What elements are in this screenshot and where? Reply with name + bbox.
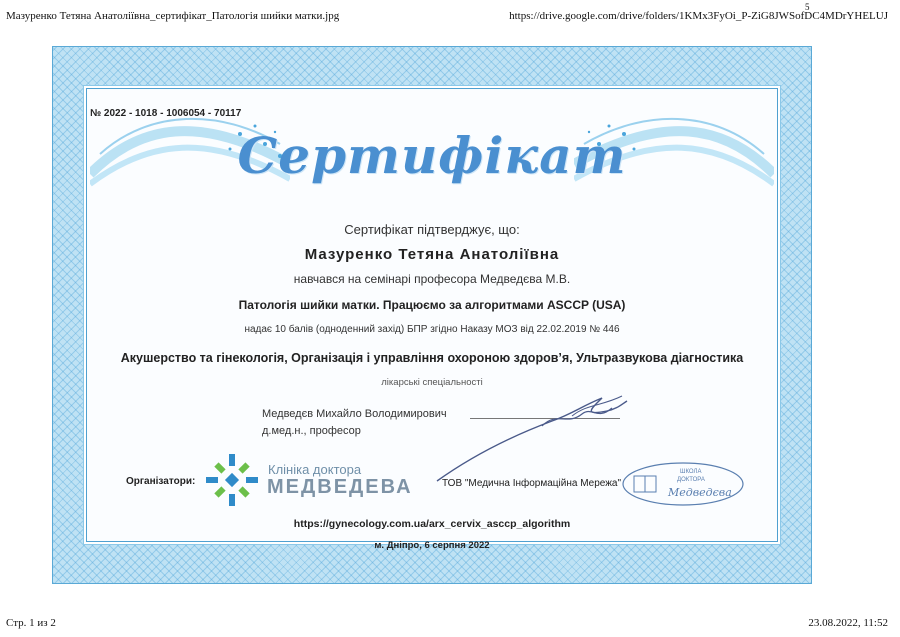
print-filename: Мазуренко Тетяна Анатоліївна_сертифікат_Патологія шийки матки.jpg [6,10,340,22]
svg-text:ДОКТОРА: ДОКТОРА [677,477,705,483]
clinic-name-line1: Клініка доктора [268,462,362,477]
points-text: надає 10 балів (одноденний захід) БПР згідно Наказу МОЗ від 22.02.2019 № 446 [244,324,620,335]
city-date: м. Дніпро, 6 серпня 2022 [374,540,490,551]
confirms-text: Сертифікат підтверджує, що: [344,222,520,237]
specialties-list: Акушерство та гінекологія, Організація і управління охороною здоров’я, Ультразвукова діагностика [120,351,744,365]
organizers-label: Організатори: [126,476,196,487]
svg-text:Медведєва: Медведєва [668,486,732,499]
certificate [52,46,812,584]
website-url: https://gynecology.com.ua/arx_cervix_ascсp_algorithm [293,518,571,530]
print-url: https://drive.google.com/drive/folders/1KMx3FyOi_P-ZiG8JWSofDC4MDrYHELUJ [509,10,888,22]
svg-text:ШКОЛА: ШКОЛА [680,469,702,475]
signer-block [262,406,447,440]
page-marker: 5 [805,2,810,12]
print-datetime: 23.08.2022, 11:52 [808,617,888,629]
attended-text: навчався на семінарі професора Медведєва М.В. [293,272,571,286]
signer-title: д.мед.н., професор [262,425,361,437]
recipient-name: Мазуренко Тетяна Анатоліївна [304,246,560,263]
signer-name: Медведєв Михайло Володимирович [262,408,447,420]
company-name: ТОВ "Медична Інформаційна Мережа" [442,478,622,489]
course-title: Патологія шийки матки. Працюємо за алгоритмами ASCCP (USA) [238,298,626,312]
print-page-count: Стр. 1 из 2 [6,617,56,629]
certificate-number: № 2022 - 1018 - 1006054 - 70117 [90,108,242,119]
signature-icon [432,386,632,486]
certificate-title: Сертифікат [237,126,627,185]
specialties-caption: лікарські спеціальності [381,377,483,388]
clinic-name-line2: МЕДВЕДЕВА [267,476,413,498]
clinic-logo-icon [202,450,262,510]
school-logo-icon [620,460,746,508]
